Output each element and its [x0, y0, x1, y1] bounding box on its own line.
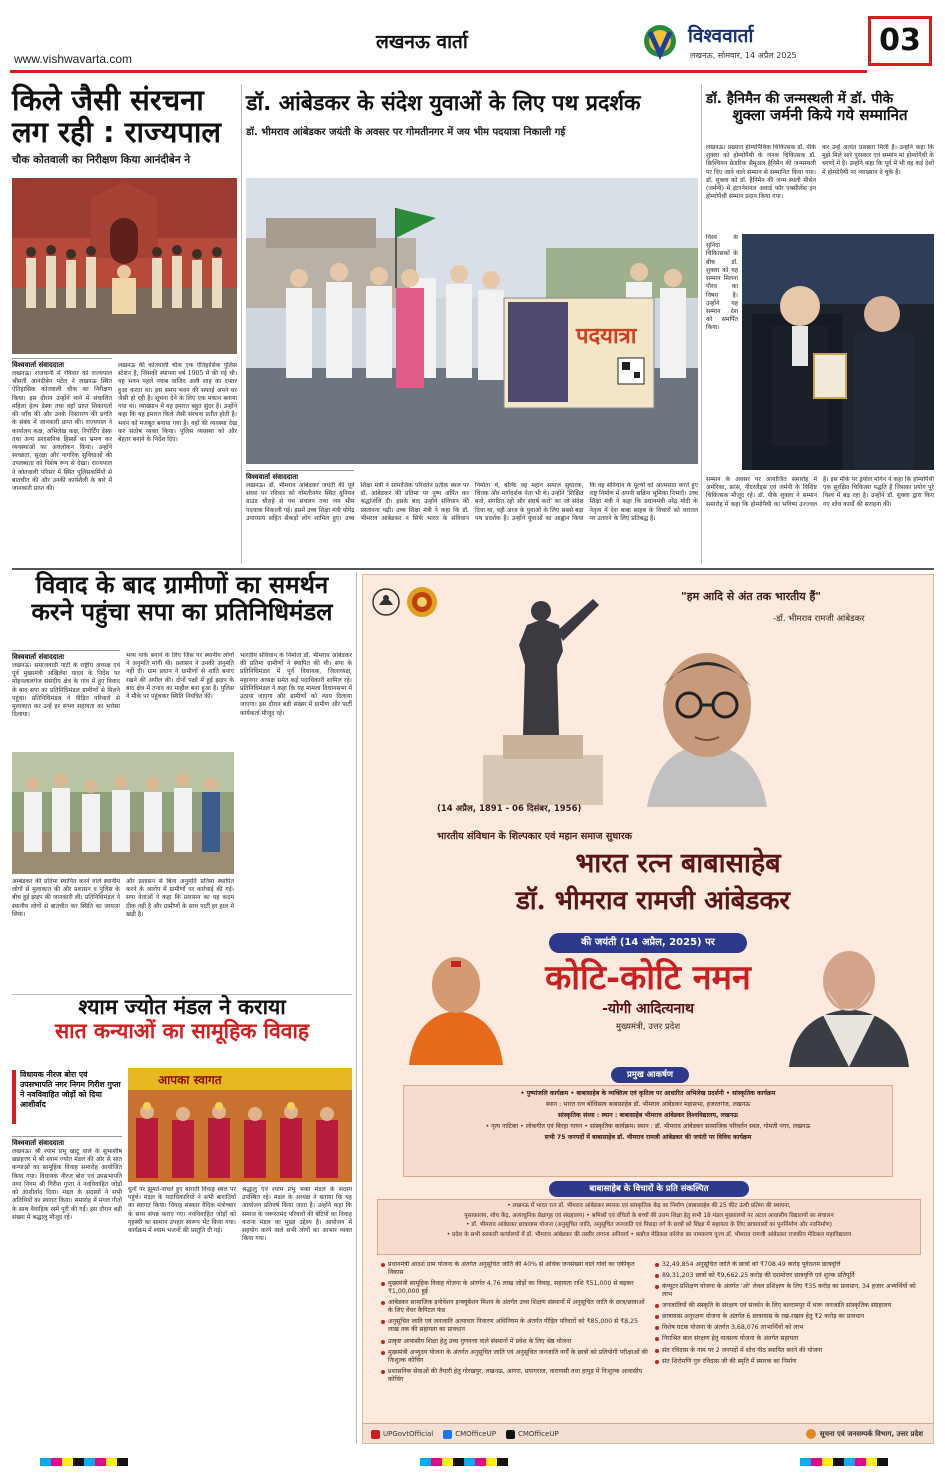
signatory-title: मुख्यमंत्री, उत्तर प्रदेश — [615, 1022, 681, 1032]
story-body-col3: श्रद्धालु एवं श्याम प्रभु भक्त मंडल के सदस्य उपस्थित रहे। मंडल के अध्यक्ष ने बताया कि यह आयोजन प्रतिवर्ष किया जाता है। उन्होंने कहा कि समाज के जरूरतमंद परिवारों की बेटियों का विवाह कराना मंडल का मुख्य उद्देश्य है। आयोजन में सहयोग करने वाले सभी लोगों का आभार व्यक्त किया गया। — [242, 1186, 352, 1243]
up-emblem-icon — [371, 587, 401, 617]
story-body-narrow: विश्व के सुनिंदा चिकित्सकों के बीच डॉ. शुक्ला को यह सम्मान मिलना गौरव का विषय है। उन्होंने यह सम्मान देश को समर्पित किया। — [706, 234, 738, 332]
color-registration-marks — [40, 1458, 128, 1466]
anniversary-logo-icon — [405, 585, 439, 619]
scheme-item: 32,49,854 अनुसूचित जाति के छात्रों को ₹708.49 करोड़ पूर्वदशम छात्रवृत्ति — [655, 1261, 919, 1269]
sankalp-panel — [377, 1199, 921, 1255]
scheme-item: उत्कृष्ट आवासीय शिक्षा हेतु उच्च गुणवत्ता वाले संस्थानों में प्रवेश के लिए श्रेष्ठ योजना — [381, 1338, 649, 1346]
story-governor-visit — [12, 84, 237, 564]
schemes-right — [655, 1261, 919, 1407]
story-body-col2: भव्य पार्क बनाने के लिए जिस पर स्थानीय लोगों ने अनुमति मांगी थी। प्रशासन ने उनकी अनुमति नहीं दी। ग्राम प्रधान ने ग्रामीणों से शांति बनाए रखने की अपील की। दोनों पक्षों में हुई झड़प के बाद क्षेत्र में तनाव का माहौल बना हुआ है। पुलिस ने मौके पर पहुंचकर स्थिति नियंत्रित की। — [126, 652, 234, 701]
color-registration-marks — [800, 1458, 888, 1466]
scheme-item: संत शिरोमणि गुरु रविदास जी की स्मृति में स्मारक का निर्माण — [655, 1358, 919, 1366]
award-photo — [742, 234, 934, 470]
scheme-item: संत रविदास के नाम पर 2 जनपदों में शोध पीठ स्थापित करने की योजना — [655, 1347, 919, 1355]
story-body-bottom: सम्मान के अवसर पर आयोजित समारोह में अमेरिका, फ्रांस, नीदरलैंड्स एवं जर्मनी के विशिष्ट चिकित्सक मौजूद रहे। डॉ. पीके शुक्ला ने सम्मान समारोह में कहा कि होम्योपैथी का भविष्य उज्ज्वल है। इस मौके पर ड्रयोल मोर्गन ने कहा कि होम्योपैथी एक सुरक्षित चिकित्सा पद्धति है जिसका प्रयोग पूरे विश्व में बढ़ रहा है। उन्होंने डॉ. शुक्ला द्वारा किए गए शोध कार्यों की सराहना की। — [706, 476, 934, 508]
attraction-item: • नृत्य नाटिका • लोकगीत एवं बिरहा गायन • सांस्कृतिक कार्यक्रम। स्थान : डॉ. भीमराव आंबेडकर सामाजिक परिवर्तन स्थल, गोमती नगर, लखनऊ — [485, 1123, 811, 1131]
headline-line-1: डॉ. हैनिमैन की जन्मस्थली में डॉ. पीके — [706, 91, 894, 107]
sankalp-line: • लखनऊ में भारत रत्न डॉ. भीमराव आंबेडकर स्मारक एवं सांस्कृतिक केंद्र का निर्माण (बाबासाहेब की 25 फीट ऊंची प्रतिमा की स्थापना, — [507, 1203, 791, 1209]
headline-line-2: सात कन्याओं का सामूहिक विवाह — [54, 1018, 310, 1043]
story-body: लखनऊ। डॉ. भीमराव आंबेडकर जयंती की पूर्व संध्या पर रविवार को गोमतीनगर स्थित यूनियन ग्राउंड चौराहे से पथ संचलन तथा जय भीम पदयात्रा निकाली गई। इसमें उच्च शिक्षा मंत्री योगेंद्र उपाध्याय सहित सैकड़ों लोग शामिल हुए। उच्च शिक्षा मंत्री ने सामाजिक परिवर्तन प्रतीक स्थल पर डॉ. आंबेडकर की प्रतिमा पर पुष्प अर्पित कर श्रद्धांजलि दी। इसके बाद उन्होंने संविधान की प्रस्तावना पढ़ी। उच्च शिक्षा मंत्री ने कहा कि डॉ. भीमराव आंबेडकर न सिर्फ भारत के संविधान निर्माता थे, बल्कि वह महान समाज सुधारक, चिंतक और मार्गदर्शक नेता भी थे। उन्होंने 'शिक्षित बनो, संगठित रहो और संघर्ष करो' का जो संदेश दिया था, वही आज के युवाओं के लिए सबसे बड़ा पथ प्रदर्शक है। उन्होंने युवाओं का आह्वान किया कि वह संविधान के मूल्यों को आत्मसात करते हुए राष्ट्र निर्माण में अपनी सक्रिय भूमिका निभाएँ। उच्च शिक्षा मंत्री ने कहा कि प्रधानमंत्री नरेंद्र मोदी के नेतृत्व में देश बाबा साहब के विचारों को धरातल पर उतारने के लिए प्रतिबद्ध है। — [246, 482, 698, 522]
headline — [706, 92, 934, 124]
signatory: -योगी आदित्यनाथ — [602, 1001, 694, 1017]
byline: विश्ववार्ता संवाददाता — [12, 650, 120, 662]
footer-text: सूचना एवं जनसम्पर्क विभाग, उत्तर प्रदेश — [819, 1429, 923, 1438]
column-rule — [241, 84, 242, 564]
social-icon[interactable] — [443, 1430, 452, 1439]
ambedkar-jayanti-ad — [362, 574, 934, 1444]
story-body-col2-lower: और प्रशासन से बिना अनुमति प्रतिमा स्थापित करने के आरोप में ग्रामीणों पर कार्रवाई की गई। सपा नेताओं ने कहा कि प्रशासन का यह कदम ठीक नहीं है और ग्रामीणों के साथ पार्टी हर हाल में खड़ी है। — [126, 878, 234, 918]
quote: "हम आदि से अंत तक भारतीय हैं" — [681, 590, 822, 603]
social-handle[interactable]: CMOfficeUP — [455, 1430, 496, 1438]
story-body-col3: भारतीय संविधान के निर्माता डॉ. भीमराव आंबेडकर की प्रतिमा ग्रामीणों ने स्थापित की थी। सपा के प्रतिनिधिमंडल में पूर्व विधायक, जिलाध्यक्ष, महानगर अध्यक्ष समेत कई पदाधिकारी शामिल रहे। प्रतिनिधिमंडल ने कहा कि यह मामला विधानसभा में उठाया जाएगा और ग्रामीणों को न्याय दिलाया जाएगा। इस दौरान बड़ी संख्या में ग्रामीण और पार्टी कार्यकर्ता मौजूद रहे। — [240, 652, 352, 717]
scheme-item: अनुसूचित जाति एवं जनजाति अत्याचार निवारण अधिनियम के अंतर्गत पीड़ित परिवारों को ₹85,000 से ₹8.25 लाख तक की सहायता का प्रावधान — [381, 1318, 649, 1334]
byline: विश्ववार्ता संवाददाता — [12, 358, 112, 370]
byline: विश्ववार्ता संवाददाता — [12, 1136, 122, 1148]
dateline: लखनऊ, सोमवार, 14 अप्रैल 2025 — [690, 51, 797, 60]
prime-minister-photo — [783, 935, 915, 1067]
story-body-right: लखनऊ की कोतवाली चौक एक ऐतिहासिक पुलिस स्टेशन है, जिसकी स्थापना वर्ष 1905 में की गई थी। यह भवन पहले नवाब वाजिद अली शाह का दफ्तर हुआ करता था। इस समय भवन की सफाई अपने घर जैसी हो रही है। सूचना देने के लिए एक मकान बनाया गया था। व्याख्यान में यह इमारत बहुत सुंदर है। उन्होंने कहा कि यह इमारत किले जैसी संरचना प्रतीत होती है। भवन को मजबूत बनाया गया है। यहाँ की व्यवस्था देख कर संतोष व्यक्त किया। पुलिस व्यवस्था को और बेहतर बनाने के निर्देश दिए। — [118, 362, 237, 443]
headline — [12, 996, 352, 1043]
story-body-col1-lower: अम्बेडकर की प्रतिमा स्थापित करने वाले स्थानीय लोगों से मुलाकात की और प्रशासन व पुलिस के बीच हुई झड़प की जानकारी ली। प्रतिनिधिमंडल ने स्थानीय लोगों से बातचीत कर स्थिति का जायजा लिया। — [12, 878, 120, 918]
sankalp-line: पुस्तकालय, शोध केंद्र, अत्याधुनिक प्रेक्षागृह एवं संग्रहालय) • श्रमिकों एवं वंचितों के बच्चों की उत्तम शिक्षा हेतु सभी 18 मंडल मुख्यालयों पर अटल आवासीय विद्यालयों का संचालन — [464, 1212, 834, 1219]
title-line-1: भारत रत्न बाबासाहेब — [575, 848, 781, 879]
column-rule — [701, 84, 702, 564]
masthead — [0, 0, 945, 76]
social-icon[interactable] — [371, 1430, 380, 1439]
column-rule — [356, 572, 357, 1444]
ambedkar-portrait — [617, 627, 797, 807]
story-mass-wedding — [12, 996, 352, 1444]
website-url[interactable]: www.vishwavarta.com — [14, 52, 133, 66]
scheme-item: छात्रावास अनुरक्षण योजना के अंतर्गत 6 छात्रावास के रख-रखाव हेतु ₹2 करोड़ का प्रावधान — [655, 1313, 919, 1321]
sankalp-line: • प्रदेश के सभी सरकारी कार्यालयों में डॉ. भीमराव आंबेडकर की तस्वीर लगाना अनिवार्य • कन्नौज मेडिकल कॉलेज का नामकरण पूज्य डॉ. भीमराव रामजी आंबेडकर राजकीय मेडिकल महाविद्यालय — [446, 1231, 852, 1238]
sankalp-label: बाबासाहेब के विचारों के प्रति संकल्पित — [549, 1181, 749, 1197]
kotwali-photo — [12, 178, 237, 354]
brand-name: विश्ववार्ता — [688, 25, 754, 47]
village-photo — [12, 752, 234, 874]
story-ambedkar-padyatra — [246, 92, 698, 564]
scheme-item: मुख्यमंत्री सामूहिक विवाह योजना के अंतर्गत 4.76 लाख जोड़ों का विवाह, सहायता राशि ₹51,000 से बढ़कर ₹1,00,000 हुई — [381, 1280, 649, 1296]
story-body-right-top: कर उन्हें अत्यंत प्रसन्नता मिली है। उन्होंने कहा कि मुझे मिले सारे पुरस्कार एवं सम्मान मां होम्योपैथी के चरणों में है। उन्होंने कहा कि पूर्व में भी वह कई देशों में होम्योपैथी पर व्याख्यान दे चुके हैं। — [822, 144, 934, 176]
attractions-label: प्रमुख आकर्षण — [611, 1067, 689, 1083]
attraction-item: सांस्कृतिक संध्या : स्थान : बाबासाहेब भीमराव आंबेडकर विश्वविद्यालय, लखनऊ — [557, 1112, 739, 1120]
callout-text: विधायक नीरज बोरा एवं उपसभापति नगर निगम गिरीश गुप्ता ने नवविवाहित जोड़ों को दिया आशीर्वाद — [20, 1070, 121, 1110]
story-body-col2: धुनों पर झूमते-नाचते हुए बाराती विवाह स्थल पर पहुंचे। मंडल के पदाधिकारियों ने सभी बारातियों का स्वागत किया। विवाह संस्कार वैदिक मंत्रोच्चार के साथ संपन्न कराए गए। नवविवाहित जोड़ों को गृहस्थी का सामान उपहार स्वरूप भेंट किया गया। कार्यक्रम में श्याम भजनों की प्रस्तुति दी गई। — [128, 1186, 236, 1235]
attractions-panel — [403, 1085, 893, 1177]
social-icon[interactable] — [506, 1430, 515, 1439]
schemes-left — [381, 1261, 649, 1407]
sankalp-line: • डॉ. भीमराव आंबेडकर छात्रावास योजना (अनुसूचित जाति, अनुसूचित जनजाति एवं पिछड़ा वर्ग के छात्रों को शिक्षा में सहायता के लिए छात्रावासों का पुनर्निर्माण और नवनिर्माण) — [466, 1222, 832, 1229]
headline-line-1: श्याम ज्योत मंडल ने कराया — [78, 995, 286, 1019]
headline-line-2: लग रही : राज्यपाल — [12, 115, 222, 150]
social-handle[interactable]: CMOfficeUP — [517, 1430, 559, 1438]
chief-minister-photo — [401, 945, 511, 1065]
jayanti-pill: की जयंती (14 अप्रैल, 2025) पर — [549, 933, 747, 953]
ad-footer — [363, 1423, 933, 1444]
social-handle[interactable]: UPGovtOfficial — [383, 1430, 434, 1438]
attraction-item: • पुष्पांजलि कार्यक्रम • बाबासाहेब के व्यक्तित्व एवं कृतित्व पर आधारित अभिलेख प्रदर्शनी • सांस्कृतिक कार्यक्रम — [520, 1090, 776, 1097]
headline — [12, 84, 237, 149]
scheme-item: प्रशासनिक सेवाओं की तैयारी हेतु गोरखपुर, लखनऊ, आगरा, प्रयागराज, वाराणसी तथा हापुड़ में निःशुल्क आवासीय कोचिंग — [381, 1368, 649, 1384]
scheme-item: निराश्रित बाल संरक्षण हेतु वात्सल्य योजना के अंतर्गत सहायता — [655, 1335, 919, 1343]
story-body-col1: लखनऊ। समाजवादी पार्टी के राष्ट्रीय अध्यक्ष एवं पूर्व मुख्यमंत्री अखिलेश यादव के निर्देश पर मोहनलालगंज संसदीय क्षेत्र के गांव में हुए विवाद के बाद सपा का प्रतिनिधिमंडल ग्रामीणों से मिलने पहुंचा। प्रतिनिधिमंडल ने पीड़ित परिवारों से मुलाकात कर उन्हें हर संभव सहायता का भरोसा दिलाया। — [12, 662, 120, 719]
story-hahnemann-award — [706, 92, 934, 564]
wedding-banner: आपका स्वागत — [158, 1073, 222, 1087]
scheme-item: जनजातियों की संस्कृति के संरक्षण एवं संवर्धन के लिए बलरामपुर में थारू जनजाति सांस्कृतिक संग्रहालय — [655, 1302, 919, 1310]
story-body-col1: लखनऊ। श्री श्याम प्रभु खाटू वाले के सुभाशीष छछहत्तर में श्री श्याम ज्योत मंडल की ओर से सात कन्याओं का सामूहिक विवाह समारोह आयोजित किया गया। विधायक नीरज बोरा एवं उपसभापति नगर निगम श्री गिरीश गुप्ता ने नवविवाहित जोड़ों को आशीर्वाद दिया। मंडल के सदस्यों ने सभी अतिथियों का स्वागत किया। समारोह में मंगल गीतों के साथ वैवाहिक रस्में पूरी की गईं। इस दौरान बड़ी संख्या में श्रद्धालु मौजूद रहे। — [12, 1148, 122, 1221]
quote-author: -डॉ. भीमराव रामजी आंबेडकर — [773, 614, 865, 624]
section-title: लखनऊ वार्ता — [376, 31, 468, 53]
scheme-item: विशेष घटक योजना के अंतर्गत 3,68,076 लाभार्थियों को लाभ — [655, 1324, 919, 1332]
naman-text: कोटि-कोटि नमन — [545, 958, 751, 998]
headline-line-2: शुक्ला जर्मनी किये गये सम्मानित — [732, 106, 908, 125]
subhead: चौक कोतवाली का निरीक्षण किया आनंदीबेन ने — [12, 153, 191, 166]
headline-line-1: किले जैसी संरचना — [12, 83, 204, 117]
scheme-item: प्रधानमंत्री आदर्श ग्राम योजना के अंतर्गत अनुसूचित जाति की 40% से अधिक जनसंख्या वाले गांवों का एकीकृत विकास — [381, 1261, 649, 1277]
padyatra-photo — [246, 178, 698, 464]
page-number-box — [868, 16, 932, 66]
callout-box — [12, 1070, 122, 1124]
dates: (14 अप्रैल, 1891 - 06 दिसंबर, 1956) — [437, 804, 582, 814]
attraction-item: स्थान : भारत रत्न बोधिसत्व बाबासाहेब डॉ. भीमराव आंबेडकर महासभा, हजरतगंज, लखनऊ — [545, 1101, 751, 1109]
subhead: डॉ. भीमराव आंबेडकर जयंती के अवसर पर गोमतीनगर में जय भीम पदयात्रा निकाली गई — [246, 127, 566, 139]
tagline: भारतीय संविधान के शिल्पकार एवं महान समाज सुधारक — [437, 831, 633, 842]
ambedkar-statue-illustration — [463, 585, 623, 805]
brand-logo-icon — [640, 22, 680, 60]
banner-text: पदयात्रा — [576, 324, 637, 349]
scheme-item: 89,31,203 छात्रों को ₹9,662.25 करोड़ की दशमोत्तर छात्रवृत्ति एवं शुल्क प्रतिपूर्ति — [655, 1272, 919, 1280]
section-rule — [12, 568, 934, 570]
page-number: 03 — [879, 23, 921, 58]
story-body-left: लखनऊ। राजधानी में रविवार को राज्यपाल श्रीमती आनंदीबेन पटेल ने लखनऊ स्थित ऐतिहासिक कोतवाली चौक का निरीक्षण किया। इस दौरान उन्होंने थाने में संचालित महिला हेल्प डेस्क तथा वहाँ प्राप्त शिकायतों की जाँच की और उनके निस्तारण की प्रगति के संबंध में जानकारी प्राप्त की। राज्यपाल ने कार्यालय कक्ष, अभिलेख कक्ष, रिपोर्टिंग डेस्क तथा अन्य प्रशासनिक हिस्सों का भ्रमण कर व्यवस्थाओं का अवलोकन किया। उन्होंने स्वच्छता, सुरक्षा और नागरिक सुविधाओं की उपलब्धता को विशेष रूप से देखा। राज्यपाल ने कोतवाली परिसर में स्थित पुलिसकर्मियों से बातचीत की और उनकी कार्यशैली के बारे में जानकारी प्राप्त की। — [12, 370, 112, 493]
wedding-photo — [128, 1068, 352, 1182]
headline — [12, 572, 352, 626]
headline-line-2: करने पहुंचा सपा का प्रतिनिधिमंडल — [31, 597, 333, 626]
department-emblem-icon — [806, 1429, 816, 1439]
headline: डॉ. आंबेडकर के संदेश युवाओं के लिए पथ प्रदर्शक — [246, 91, 641, 116]
byline: विश्ववार्ता संवाददाता — [246, 470, 354, 482]
scheme-item: कंप्यूटर प्रशिक्षण योजना के अंतर्गत 'ओ' लेवल प्रशिक्षण के लिए ₹35 करोड़ का प्रावधान, 34 हजार अभ्यर्थियों को लाभ — [655, 1283, 919, 1299]
headline-line-1: विवाद के बाद ग्रामीणों का समर्थन — [35, 571, 329, 599]
story-body-top: लखनऊ। प्रख्यात होम्योपैथिक चिकित्सक डॉ. पीके शुक्ला को होम्योपैथी के जनक चिकित्सक डॉ. क्रिश्चियन फ्रेडरिक सैमुअल हैनिमैन की जन्मस्थली पर दिए जाने वाले सम्मान से सम्मानित किया गया। डॉ. शुक्ला को डॉ. हैनिमैन की जन्म स्थली मीसेन (जर्मनी) में इंटरनेशनल अवार्ड फॉर एक्सीलेंस इन होम्योपैथी सम्मान प्रदान किया गया। — [706, 144, 816, 201]
attraction-item: सभी 75 जनपदों में बाबासाहेब डॉ. भीमराव रामजी आंबेडकर की जयंती पर विविध कार्यक्रम — [544, 1134, 752, 1142]
masthead-rule — [10, 70, 867, 73]
scheme-item: आंबेडकर सामाजिक इनोवेशन इन्क्यूबेशन मिशन के अंतर्गत उच्च शिक्षण संस्थानों में अनुसूचित जाति के छात्र/छात्राओं के लिए वेंचर कैपिटल फंड — [381, 1299, 649, 1315]
scheme-item: मुख्यमंत्री अभ्युदय योजना के अंतर्गत अनुसूचित जाति एवं अनुसूचित जनजाति वर्गों के छात्रों को प्रतियोगी परीक्षाओं की निःशुल्क कोचिंग — [381, 1349, 649, 1365]
story-sp-delegation — [12, 572, 352, 992]
title-line-2: डॉ. भीमराव रामजी आंबेडकर — [515, 886, 791, 916]
color-registration-marks — [420, 1458, 508, 1466]
